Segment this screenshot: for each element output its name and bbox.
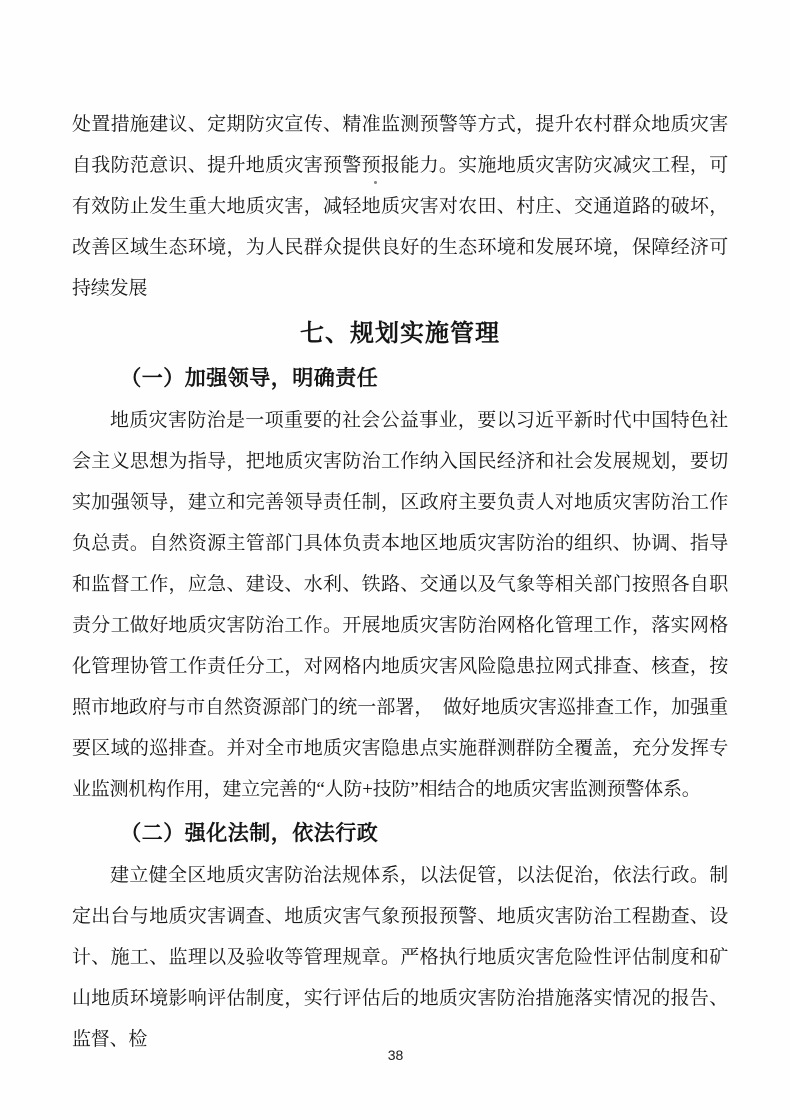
continuation-paragraph: 处置措施建议、定期防灾宣传、精准监测预警等方式，提升农村群众地质灾害自我防范意识、提升地质灾害预警预报能力。实施地质灾害防灾减灾工程，可有效防止发生重大地质灾害，减轻地质灾害对农田、村庄、交通道路的破坏，改善区域生态环境，为人民群众提供良好的生态环境和发展环境，保障经济可持续发展 [72,114,728,299]
section-body-1: 地质灾害防治是一项重要的社会公益事业，要以习近平新时代中国特色社会主义思想为指导，把地质灾害防治工作纳入国民经济和社会发展规划，要切实加强领导，建立和完善领导责任制，区政府主要负责人对地质灾害防治工作负总责。自然资源主管部门具体负责本地区地质灾害防治的组织、协调、指导和监督工作，应急、建设、水利、铁路、交通以及气象等相关部门按照各自职责分工做好地质灾害防治工作。开展地质灾害防治网格化管理工作，落实网格化管理协管工作责任分工，对网格内地质灾害风险隐患拉网式排查、核查，按照市地政府与市自然资源部门的统一部署， 做好地质灾害巡排查工作，加强重要区域的巡排查。并对全市地质灾害隐患点实施群测群防全覆盖，充分发挥专业监测机构作用，建立完善的“人防+技防”相结合的地质灾害监测预警体系。 [72,410,728,800]
section-body-2: 建立健全区地质灾害防治法规体系，以法促管，以法促治，依法行政。制定出台与地质灾害调查、地质灾害气象预报预警、地质灾害防治工程勘查、设计、施工、监理以及验收等管理规章。严格执行地质灾害危险性评估制度和矿山地质环境影响评估制度，实行评估后的地质灾害防治措施落实情况的报告、监督、检 [72,865,728,1050]
section-heading-1: （一）加强领导，明确责任 [120,367,379,390]
chapter-title: 七、规划实施管理 [300,320,500,347]
page-number: 38 [387,1047,404,1063]
scan-artifact-dot [374,181,377,184]
section-heading-2: （二）强化法制，依法行政 [120,822,379,845]
